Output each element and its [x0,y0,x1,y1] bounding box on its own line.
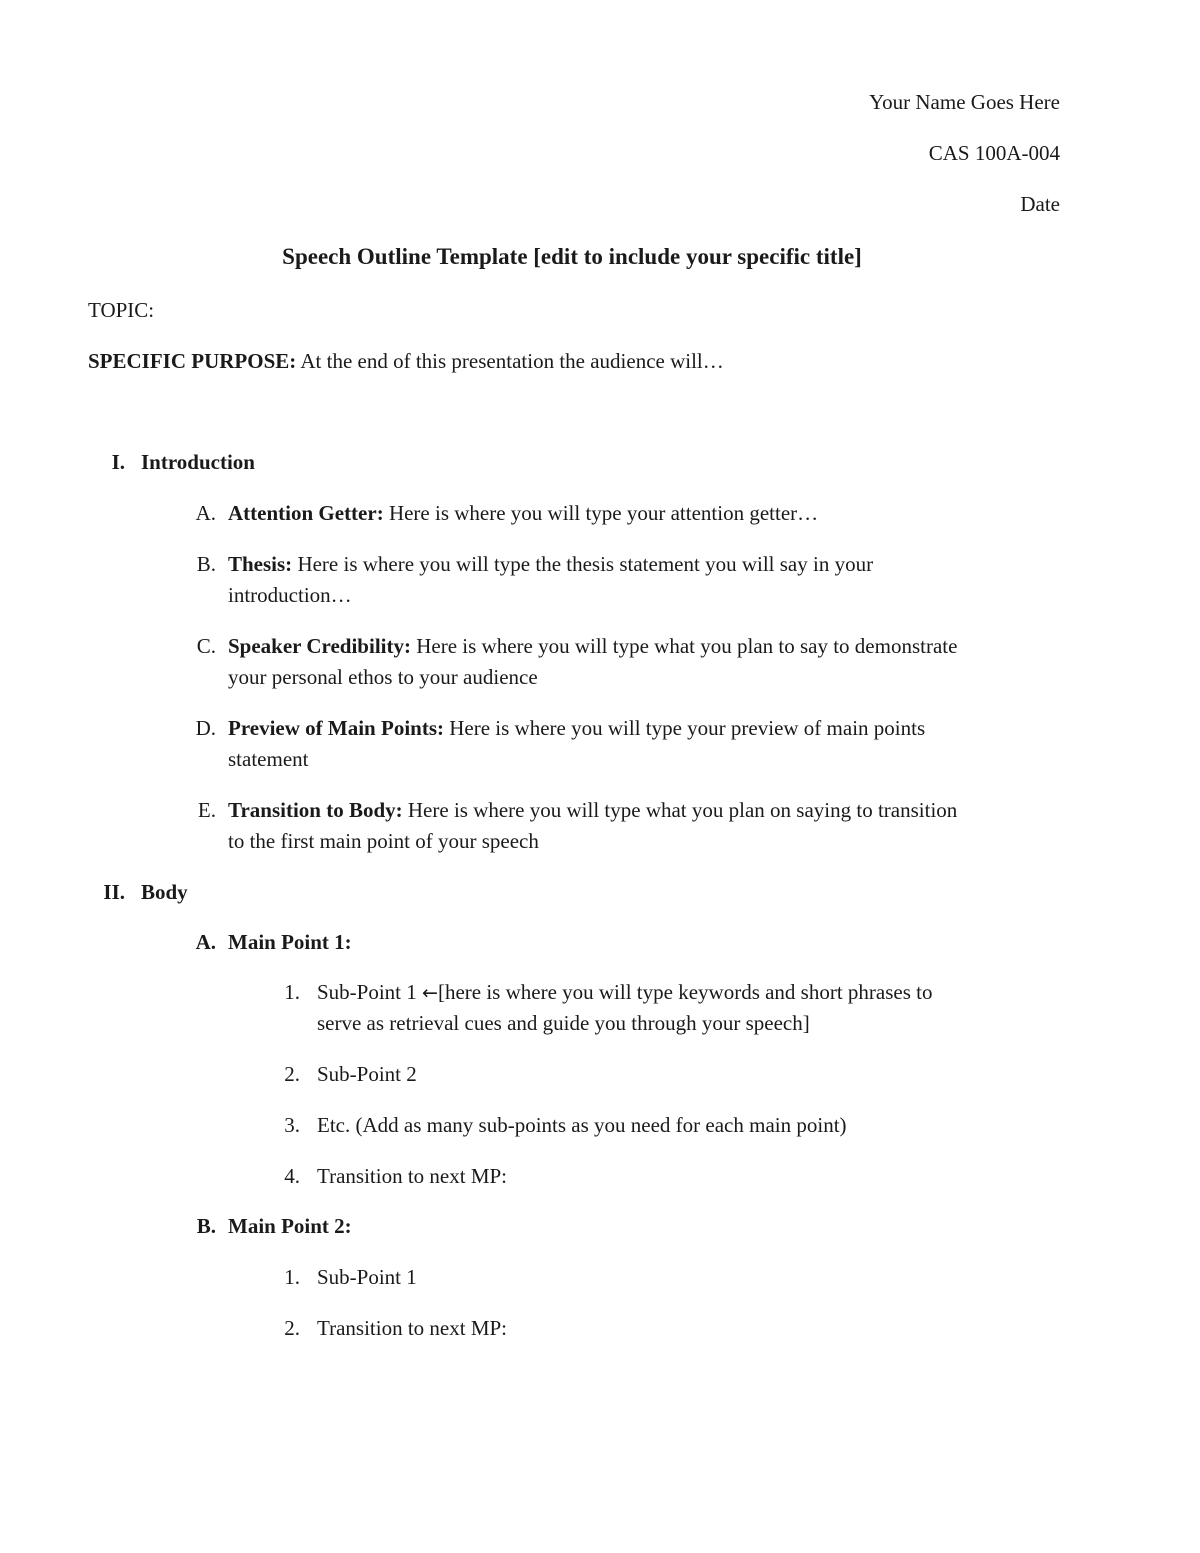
date-line: Date [1020,192,1060,216]
item-label: Attention Getter: [228,501,384,525]
intro-item-transition-to-body [228,795,957,826]
section-numeral-body: II. [103,880,125,904]
intro-item-thesis-continued: introduction… [228,583,352,607]
item-text: Here is where you will type what you plan on saying to transition [402,798,958,822]
left-arrow-icon: ← [422,982,438,1004]
intro-item-preview-main-points [228,713,925,744]
specific-purpose-label: SPECIFIC PURPOSE: [88,349,297,373]
main-point-2-subpoint-1: Sub-Point 1 [317,1265,417,1289]
item-text: Here is where you will type your attention getter… [383,501,819,525]
course-code: CAS 100A-004 [928,141,1060,165]
item-letter-d: D. [195,716,216,740]
main-point-1-subpoint-2: Sub-Point 2 [317,1062,417,1086]
item-letter-e: E. [197,798,216,822]
intro-item-speaker-credibility-continued: your personal ethos to your audience [228,665,538,689]
item-text: Here is where you will type the thesis statement you will say in your [292,552,874,576]
main-point-1-subpoint-1 [317,977,933,1009]
item-letter-a: A. [195,501,216,525]
item-label: Transition to Body: [228,798,403,822]
main-point-1-subpoint-1-continued: serve as retrieval cues and guide you through your speech] [317,1011,810,1035]
intro-item-speaker-credibility [228,631,957,662]
section-numeral-introduction: I. [111,450,125,474]
intro-item-preview-main-points-continued: statement [228,747,309,771]
specific-purpose [88,346,724,377]
author-name: Your Name Goes Here [869,90,1060,114]
main-point-1-subpoint-4: Transition to next MP: [317,1164,508,1188]
item-text: Here is where you will type what you plan to say to demonstrate [410,634,958,658]
subpoint-number: 2. [284,1316,300,1340]
specific-purpose-text: At the end of this presentation the audience will… [296,349,724,373]
item-letter-c: C. [196,634,216,658]
item-label: Thesis: [228,552,293,576]
section-heading-introduction: Introduction [141,450,255,474]
subpoint-number: 3. [284,1113,300,1137]
subpoint-number: 1. [284,1265,300,1289]
section-heading-body: Body [141,880,188,904]
intro-item-thesis [228,549,873,580]
subpoint-text: Sub-Point 1 [317,980,423,1004]
subpoint-number: 4. [284,1164,300,1188]
main-point-letter-a: A. [195,930,216,954]
subpoint-text-note: [here is where you will type keywords and short phrases to [437,980,933,1004]
document-title: Speech Outline Template [edit to include your specific title] [282,244,862,269]
main-point-2-label: Main Point 2: [228,1214,352,1238]
item-label: Preview of Main Points: [228,716,444,740]
main-point-1-label: Main Point 1: [228,930,352,954]
intro-item-attention-getter [228,498,818,529]
item-text: Here is where you will type your preview of main points [444,716,926,740]
main-point-2-subpoint-2: Transition to next MP: [317,1316,508,1340]
intro-item-transition-to-body-continued: to the first main point of your speech [228,829,539,853]
main-point-letter-b: B. [196,1214,216,1238]
main-point-1-subpoint-3: Etc. (Add as many sub-points as you need for each main point) [317,1113,847,1137]
item-letter-b: B. [196,552,216,576]
topic-label: TOPIC: [88,298,155,322]
subpoint-number: 2. [284,1062,300,1086]
item-label: Speaker Credibility: [228,634,411,658]
subpoint-number: 1. [284,980,300,1004]
